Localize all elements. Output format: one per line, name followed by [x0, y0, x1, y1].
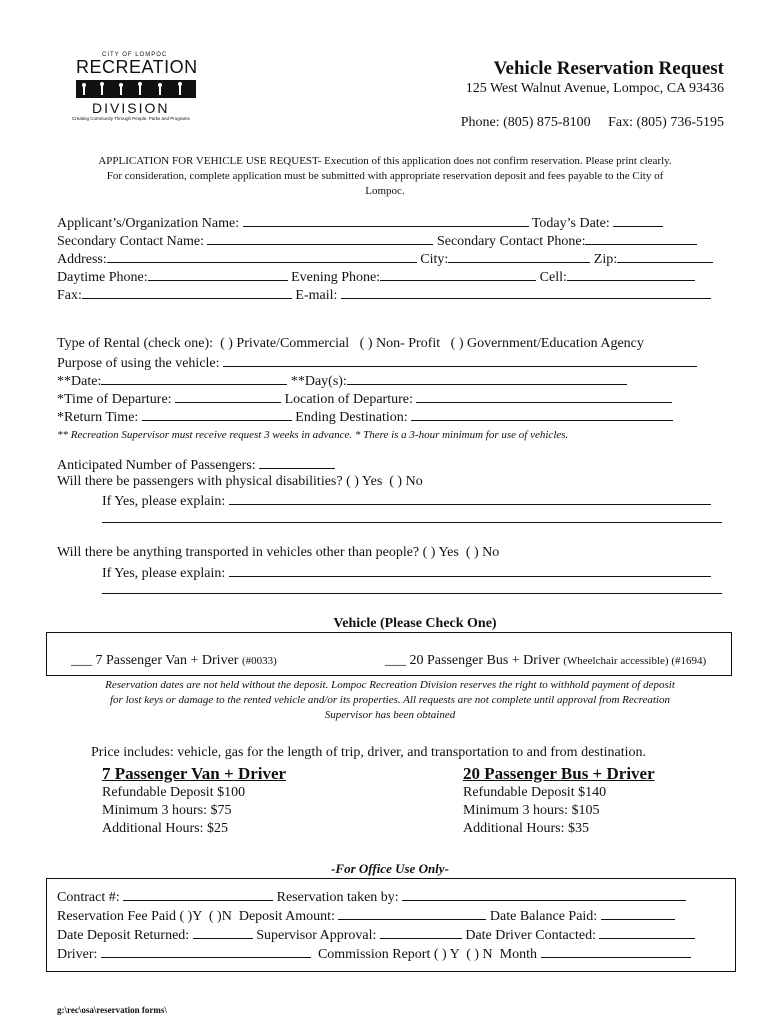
intro-line-3: Lompoc. [365, 185, 405, 197]
anticipated-label: Anticipated Number of Passengers: [57, 458, 256, 473]
contract-label: Contract #: [57, 890, 120, 905]
deposit-returned-label: Date Deposit Returned: [57, 928, 190, 943]
evening-phone-field[interactable] [380, 268, 536, 281]
explain2-label: If Yes, please explain: [102, 566, 226, 581]
supervisor-approval-field[interactable] [380, 926, 462, 939]
purpose-label: Purpose of using the vehicle: [57, 356, 220, 371]
price-van-add: Additional Hours: $25 [102, 821, 228, 836]
deposit-note [0, 678, 770, 723]
secondary-phone-label: Secondary Contact Phone: [436, 234, 586, 249]
header-address: 125 West Walnut Avenue, Lompoc, CA 93436 [465, 81, 724, 96]
balance-paid-field[interactable] [601, 907, 675, 920]
deposit-note-line-3: Supervisor has been obtained [324, 709, 456, 721]
location-departure-label: Location of Departure: [284, 392, 413, 407]
commission-label: Commission Report ( ) Y ( ) N [317, 947, 493, 962]
deposit-amount-field[interactable] [338, 907, 486, 920]
vehicle-bus-option[interactable]: ___ 20 Passenger Bus + Driver [385, 653, 560, 668]
logo-division: DIVISION [92, 100, 170, 116]
explain-line-2[interactable] [102, 522, 722, 523]
vehicle-van-option[interactable]: ___ 7 Passenger Van + Driver [71, 653, 239, 668]
daytime-phone-label: Daytime Phone: [57, 270, 148, 285]
intro-line-2: For consideration, complete application must be submitted with appropriate reservation deposit and fees payable to the City of [106, 170, 664, 182]
price-bus-min: Minimum 3 hours: $105 [463, 803, 600, 818]
vehicle-box [46, 632, 732, 676]
ending-destination-field[interactable] [411, 408, 673, 421]
logo-recreation: RECREATION [76, 57, 198, 77]
driver-label: Driver: [57, 947, 98, 962]
price-van-min: Minimum 3 hours: $75 [102, 803, 232, 818]
date-label: **Date: [57, 374, 102, 389]
daytime-phone-field[interactable] [148, 268, 288, 281]
taken-by-field[interactable] [402, 888, 686, 901]
rental-opt-gov[interactable]: ( ) Government/Education Agency [450, 336, 644, 351]
price-van [102, 764, 286, 838]
vehicle-van-code: (#0033) [241, 655, 277, 667]
vehicle-bus-code: (Wheelchair accessible) (#1694) [563, 655, 707, 667]
date-field[interactable] [101, 372, 287, 385]
org-name-label: Applicant’s/Organization Name: [57, 216, 240, 231]
price-van-title: 7 Passenger Van + Driver [102, 764, 287, 783]
deposit-returned-field[interactable] [193, 926, 253, 939]
ending-destination-label: Ending Destination: [295, 410, 408, 425]
rental-opt-nonprofit[interactable]: ( ) Non- Profit [359, 336, 441, 351]
cell-field[interactable] [567, 268, 695, 281]
org-name-field[interactable] [243, 214, 529, 227]
deposit-note-line-1: Reservation dates are not held without the deposit. Lompoc Recreation Division reserves the right to withhold payment of deposit [105, 679, 675, 691]
price-bus-deposit: Refundable Deposit $140 [463, 785, 607, 800]
days-field[interactable] [347, 372, 627, 385]
office-box [46, 878, 736, 972]
price-bus-add: Additional Hours: $35 [463, 821, 589, 836]
explain-label: If Yes, please explain: [102, 494, 226, 509]
city-label: City: [420, 252, 449, 267]
todays-date-field[interactable] [613, 214, 663, 227]
page-title: Vehicle Reservation Request [493, 58, 724, 79]
price-bus-title: 20 Passenger Bus + Driver [463, 764, 655, 783]
driver-field[interactable] [101, 945, 311, 958]
return-time-label: *Return Time: [57, 410, 139, 425]
logo-figures-icon [76, 78, 196, 100]
logo-city-of: CITY OF LOMPOC [102, 52, 168, 58]
zip-field[interactable] [617, 250, 713, 263]
month-label: Month [499, 947, 538, 962]
rental-note: ** Recreation Supervisor must receive request 3 weeks in advance. * There is a 3-hour minimum for use of vehicles. [57, 429, 569, 441]
transported-question[interactable]: Will there be anything transported in vehicles other than people? ( ) Yes ( ) No [57, 545, 500, 560]
explain-field[interactable] [229, 492, 711, 505]
secondary-contact-label: Secondary Contact Name: [57, 234, 204, 249]
office-heading: -For Office Use Only- [331, 861, 449, 876]
supervisor-approval-label: Supervisor Approval: [256, 928, 377, 943]
driver-contacted-field[interactable] [599, 926, 695, 939]
deposit-amount-label: Deposit Amount: [238, 909, 335, 924]
cell-label: Cell: [539, 270, 567, 285]
footer-path: g:\rec\osa\reservation forms\ [57, 1005, 167, 1015]
logo-tagline: Creating Community Through People, Parks and Programs [72, 116, 190, 121]
address-field[interactable] [107, 250, 417, 263]
fee-paid-label: Reservation Fee Paid ( )Y ( )N [57, 909, 232, 924]
secondary-contact-field[interactable] [207, 232, 433, 245]
header-fax: Fax: (805) 736-5195 [608, 115, 724, 130]
contract-field[interactable] [123, 888, 273, 901]
price-bus [463, 764, 655, 838]
fax-field[interactable] [82, 286, 292, 299]
city-field[interactable] [448, 250, 590, 263]
logo [72, 52, 200, 124]
price-van-deposit: Refundable Deposit $100 [102, 785, 246, 800]
intro-line-1: APPLICATION FOR VEHICLE USE REQUEST- Execution of this application does not confirm reservation. Please print clearly. [98, 155, 672, 167]
purpose-field[interactable] [223, 354, 697, 367]
balance-paid-label: Date Balance Paid: [489, 909, 598, 924]
month-field[interactable] [541, 945, 691, 958]
fax-label: Fax: [57, 288, 82, 303]
location-departure-field[interactable] [416, 390, 672, 403]
explain2-field[interactable] [229, 564, 711, 577]
email-field[interactable] [341, 286, 711, 299]
address-label: Address: [57, 252, 107, 267]
return-time-field[interactable] [142, 408, 292, 421]
time-departure-label: *Time of Departure: [57, 392, 172, 407]
evening-phone-label: Evening Phone: [291, 270, 381, 285]
header-phone: Phone: (805) 875-8100 [460, 115, 591, 130]
taken-by-label: Reservation taken by: [276, 890, 399, 905]
vehicle-heading: Vehicle (Please Check One) [333, 616, 497, 631]
anticipated-field[interactable] [259, 456, 335, 469]
todays-date-label: Today’s Date: [531, 216, 610, 231]
disabilities-question[interactable]: Will there be passengers with physical disabilities? ( ) Yes ( ) No [57, 474, 423, 489]
time-departure-field[interactable] [175, 390, 281, 403]
deposit-note-line-2: for lost keys or damage to the rented vehicle and/or its properties. All requests are not complete until approval from Recreation [110, 694, 670, 706]
driver-contacted-label: Date Driver Contacted: [465, 928, 596, 943]
price-includes: Price includes: vehicle, gas for the length of trip, driver, and transportation to and from destination. [91, 745, 647, 760]
zip-label: Zip: [593, 252, 618, 267]
email-label: E-mail: [295, 288, 338, 303]
secondary-phone-field[interactable] [585, 232, 697, 245]
intro-text [0, 154, 770, 199]
days-label: **Day(s): [290, 374, 347, 389]
rental-type-label: Type of Rental (check one): [57, 336, 214, 351]
explain2-line-2[interactable] [102, 593, 722, 594]
rental-opt-private[interactable]: ( ) Private/Commercial [220, 336, 350, 351]
header-contact [454, 99, 724, 131]
